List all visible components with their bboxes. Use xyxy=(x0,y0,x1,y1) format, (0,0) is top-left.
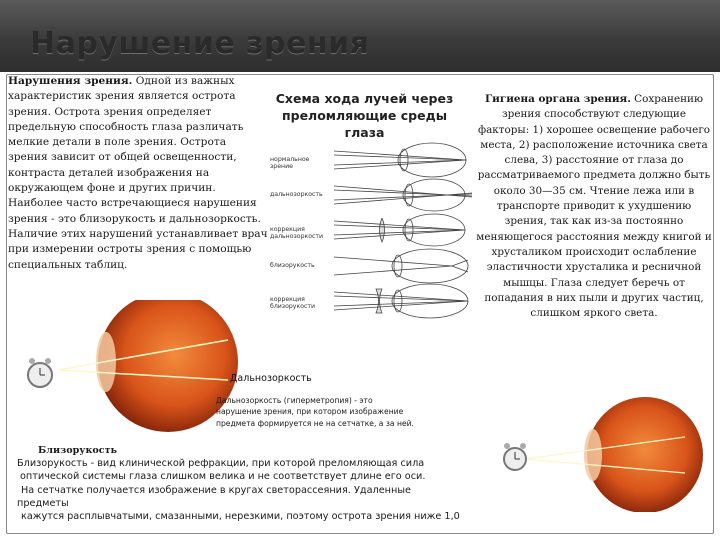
nearsight-line: кажутся расплывчатыми, смазанными, нерезкими, поэтому острота зрения ниже 1,0 xyxy=(21,511,460,523)
farsight-caption: Дальнозоркость xyxy=(230,373,312,384)
eyeball-shape xyxy=(587,397,703,512)
diagram-label-normal: нормальное зрение xyxy=(270,156,310,170)
eye-lens-shape xyxy=(584,429,602,481)
diagram-label-farsight-correction: коррекция дальнозоркости xyxy=(270,226,324,240)
eye-schematic-nearsight xyxy=(334,249,468,283)
nearsight-description xyxy=(17,457,517,523)
right-lead: Гигиена органа зрения. xyxy=(484,93,631,105)
left-body: Одной из важных характеристик зрения является острота зрения. Острота зрения определяет предельную способность глаза различать мелкие детали в поле зрения. Острота зрения зависит от общей освещенности, контраста деталей изображения на окружающем фоне и других причин. Наиболее часто встречающиеся нарушения зрения - это близорукость и дальнозоркость. Наличие этих нарушений устанавливает врач при измерении остроты зрения с помощью специальных таблиц. xyxy=(8,75,268,271)
right-body: Сохранению зрения способствуют следующие факторы: 1) хорошее освещение рабочего места, 2) расположение источника света слева, 3) расстояние от глаза до рассматриваемого предмета должно быть около 30—35 см. Чтение лежа или в транспорте приводит к ухудшению зрения, так как из-за постоянно меняющегося расстояния между книгой и хрусталиком происходит ослабление эластичности хрусталика и ресничной мышцы. Глаза следует беречь от попадания в них пыли и других частиц, слишком яркого света. xyxy=(476,93,712,320)
eye-schematic-nearsight-correction xyxy=(334,284,468,318)
diagram-label-nearsight-correction: коррекция близорукости xyxy=(270,296,316,310)
nearsight-eye-illustration xyxy=(495,397,710,512)
nearsight-line: На сетчатке получается изображение в кругах светорассеяния. Удаленные xyxy=(21,484,411,496)
eye-schematic-farsight xyxy=(334,179,472,211)
nearsight-line: Близорукость - вид клинической рефракции, при которой преломляющая сила xyxy=(17,458,425,469)
left-text-block xyxy=(8,74,268,273)
nearsight-heading: Близорукость xyxy=(38,445,118,456)
farsight-eye-illustration xyxy=(18,300,243,440)
diagram-label-nearsight: близорукость xyxy=(270,262,315,269)
title-bar xyxy=(0,0,720,72)
nearsight-line: предметы xyxy=(17,497,69,509)
alarm-clock-icon xyxy=(28,358,52,387)
left-lead: Нарушения зрения. xyxy=(8,75,133,87)
diagram-title: Схема хода лучей через преломляющие среды глаза xyxy=(275,91,454,140)
farsight-description: Дальнозоркость (гиперметропия) - это нарушение зрения, при котором изображение предмета формируется не на сетчатке, а за ней. xyxy=(216,396,414,428)
ray-diagram xyxy=(262,140,472,320)
right-text-block xyxy=(476,92,712,321)
eye-schematic-normal xyxy=(334,143,466,177)
page-title: Нарушение зрения xyxy=(30,26,370,61)
ray-diagram-graphic xyxy=(262,140,472,320)
nearsight-line: оптической системы глаза слишком велика и не соответствует длине его оси. xyxy=(20,471,426,483)
diagram-label-farsight: дальнозоркость xyxy=(270,191,323,198)
eye-schematic-farsight-correction xyxy=(334,214,465,246)
